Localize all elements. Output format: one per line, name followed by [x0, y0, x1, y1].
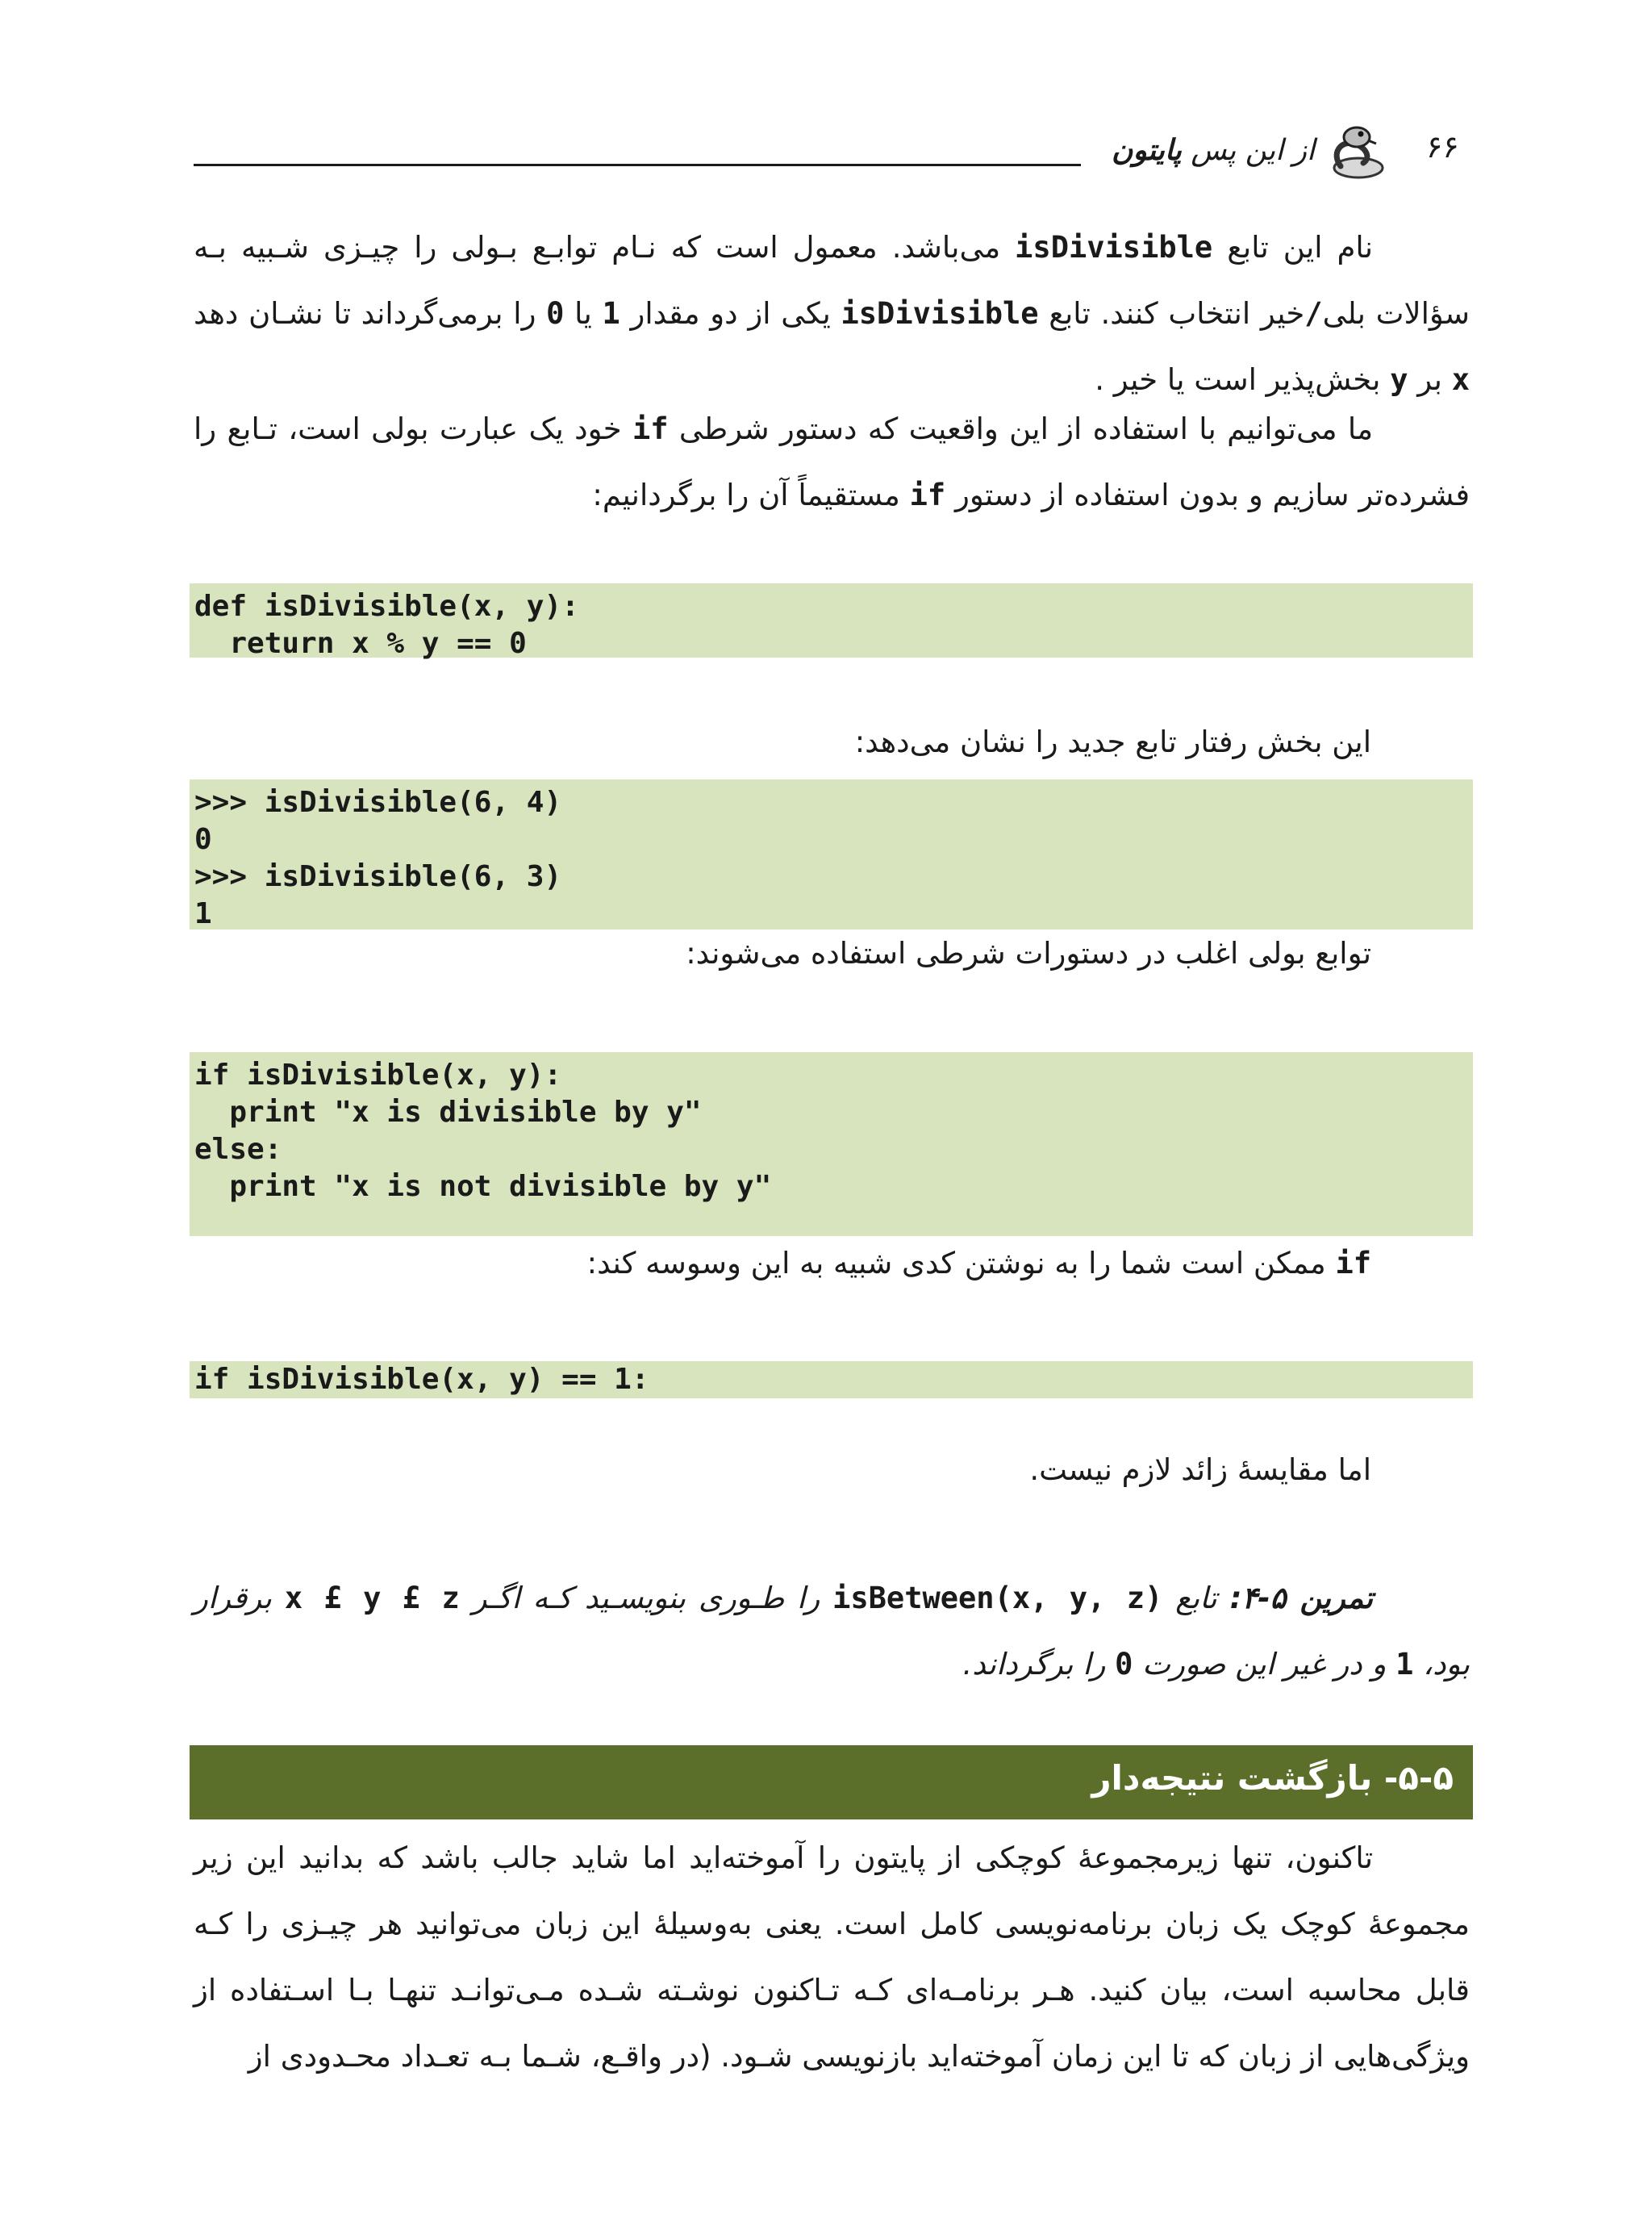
code-line: if isDivisible(x, y) == 1: — [194, 1363, 649, 1396]
exercise-5-4 — [194, 1565, 1470, 1698]
code-line: def isDivisible(x, y): — [194, 590, 579, 623]
paragraph-temptation — [587, 1246, 1371, 1280]
inline-code: 1 — [602, 296, 620, 331]
header-rule — [194, 164, 1081, 166]
code-line: print "x is not divisible by y" — [194, 1170, 772, 1203]
paragraph-fruitful-functions: تاکنون، تنها زیرمجموعهٔ کوچکی از پایتون را آموخته‌اید اما شاید جالب باشد که بدانید این زیر مجموعهٔ کوچک یک زبان برنامه‌نویسی کامل است. یعنی به‌وسیلهٔ این زبان می‌توانید هر چیـزی را کـه قابل محاسبه است، بیان کنید. هـر برنامـه‌ای کـه تـاکنون نوشـته شـده مـی‌توانـد تنهـا بـا اسـتفاده از ویژگی‌هایی از زبان که تا این زمان آموخته‌اید بازنویسی شـود. (در واقـع، شـما بـه تعـداد محـدودی از — [194, 1840, 1470, 2074]
inline-code: x £ y £ z — [284, 1581, 460, 1615]
text-run: یکی از دو مقدار — [630, 296, 831, 331]
page-number: ۶۶ — [1426, 129, 1459, 165]
inline-code: x — [1451, 362, 1470, 397]
inline-code: if — [909, 478, 946, 512]
inline-code: 0 — [546, 296, 565, 331]
section-heading-bar — [190, 1745, 1473, 1819]
code-line: 0 — [194, 823, 212, 856]
paragraph-boolean-function-naming — [194, 215, 1470, 413]
exercise-label: تمرین ۵-۴: — [1229, 1581, 1374, 1615]
inline-code: 1 — [1395, 1647, 1414, 1681]
text-run: ممکن است شما را به نوشتن کدی شبیه به این وسوسه کند: — [586, 1246, 1326, 1280]
inline-code: isDivisible — [1015, 230, 1213, 265]
text-run: و در غیر این صورت — [1142, 1647, 1387, 1681]
python-snake-icon — [1323, 121, 1389, 186]
text-run: را برگرداند. — [962, 1647, 1106, 1681]
text-run: را طـوری بنویسـید کـه اگـر — [472, 1581, 820, 1615]
paragraph-compact-return — [194, 396, 1470, 528]
inline-code: 0 — [1115, 1647, 1133, 1681]
code-line: else: — [194, 1133, 282, 1166]
code-line: if isDivisible(x, y): — [194, 1059, 562, 1092]
book-title-emph: پایتون — [1112, 134, 1182, 167]
paragraph-redundant-note: اما مقایسهٔ زائد لازم نیست. — [1029, 1452, 1371, 1487]
code-block-redundant-compare — [190, 1361, 1473, 1398]
inline-code: y — [1390, 362, 1408, 397]
code-block-interactive-session — [190, 779, 1473, 930]
text-run: یا — [574, 296, 592, 331]
paragraph-behavior-intro: این بخش رفتار تابع جدید را نشان می‌دهد: — [854, 725, 1371, 759]
code-line: >>> isDivisible(6, 4) — [194, 786, 562, 819]
inline-code: isDivisible — [841, 296, 1039, 331]
text-run: برقرار بود، — [194, 1581, 1470, 1681]
text-run: نام این تابع — [1227, 230, 1374, 265]
text-run: مستقیماً آن را برگردانیم: — [592, 478, 900, 512]
section-title: ۵-۵- بازگشت نتیجه‌دار — [1091, 1758, 1454, 1798]
inline-code: if — [632, 411, 669, 446]
book-title-prefix: از این پس — [1191, 134, 1315, 167]
inline-code: / — [1304, 296, 1323, 331]
paragraph-conditional-usage: توابع بولی اغلب در دستورات شرطی استفاده می‌شوند: — [686, 936, 1371, 971]
text-run: بر — [1417, 362, 1442, 397]
text-run: ما می‌توانیم با استفاده از این واقعیت که دستور شرطی — [678, 411, 1374, 446]
inline-code: if — [1335, 1246, 1371, 1280]
book-title — [1097, 134, 1315, 167]
code-line: return x % y == 0 — [194, 627, 527, 660]
inline-code: isBetween(x, y, z) — [832, 1581, 1163, 1615]
code-line: 1 — [194, 897, 212, 930]
code-block-if-else — [190, 1052, 1473, 1236]
text-run: می‌باشد. معمول است که نـام توابـع بـولی را چیـزی شـبیه بـه سؤالات بلی — [194, 230, 1470, 331]
text-run: را برمی‌گرداند تا نشـان دهد — [194, 296, 536, 331]
text-run: تابع — [1175, 1581, 1217, 1615]
code-line: >>> isDivisible(6, 3) — [194, 860, 562, 893]
code-line: print "x is divisible by y" — [194, 1096, 702, 1129]
code-block-isdivisible-def — [190, 583, 1473, 658]
text-run: خیر انتخاب کنند. تابع — [1049, 296, 1305, 331]
text-run: خود یک عبارت بولی است، تـابع را فشرده‌تر سازیم و بدون استفاده از دستور — [194, 411, 1470, 512]
text-run: بخش‌پذیر است یا خیر . — [1095, 362, 1381, 397]
